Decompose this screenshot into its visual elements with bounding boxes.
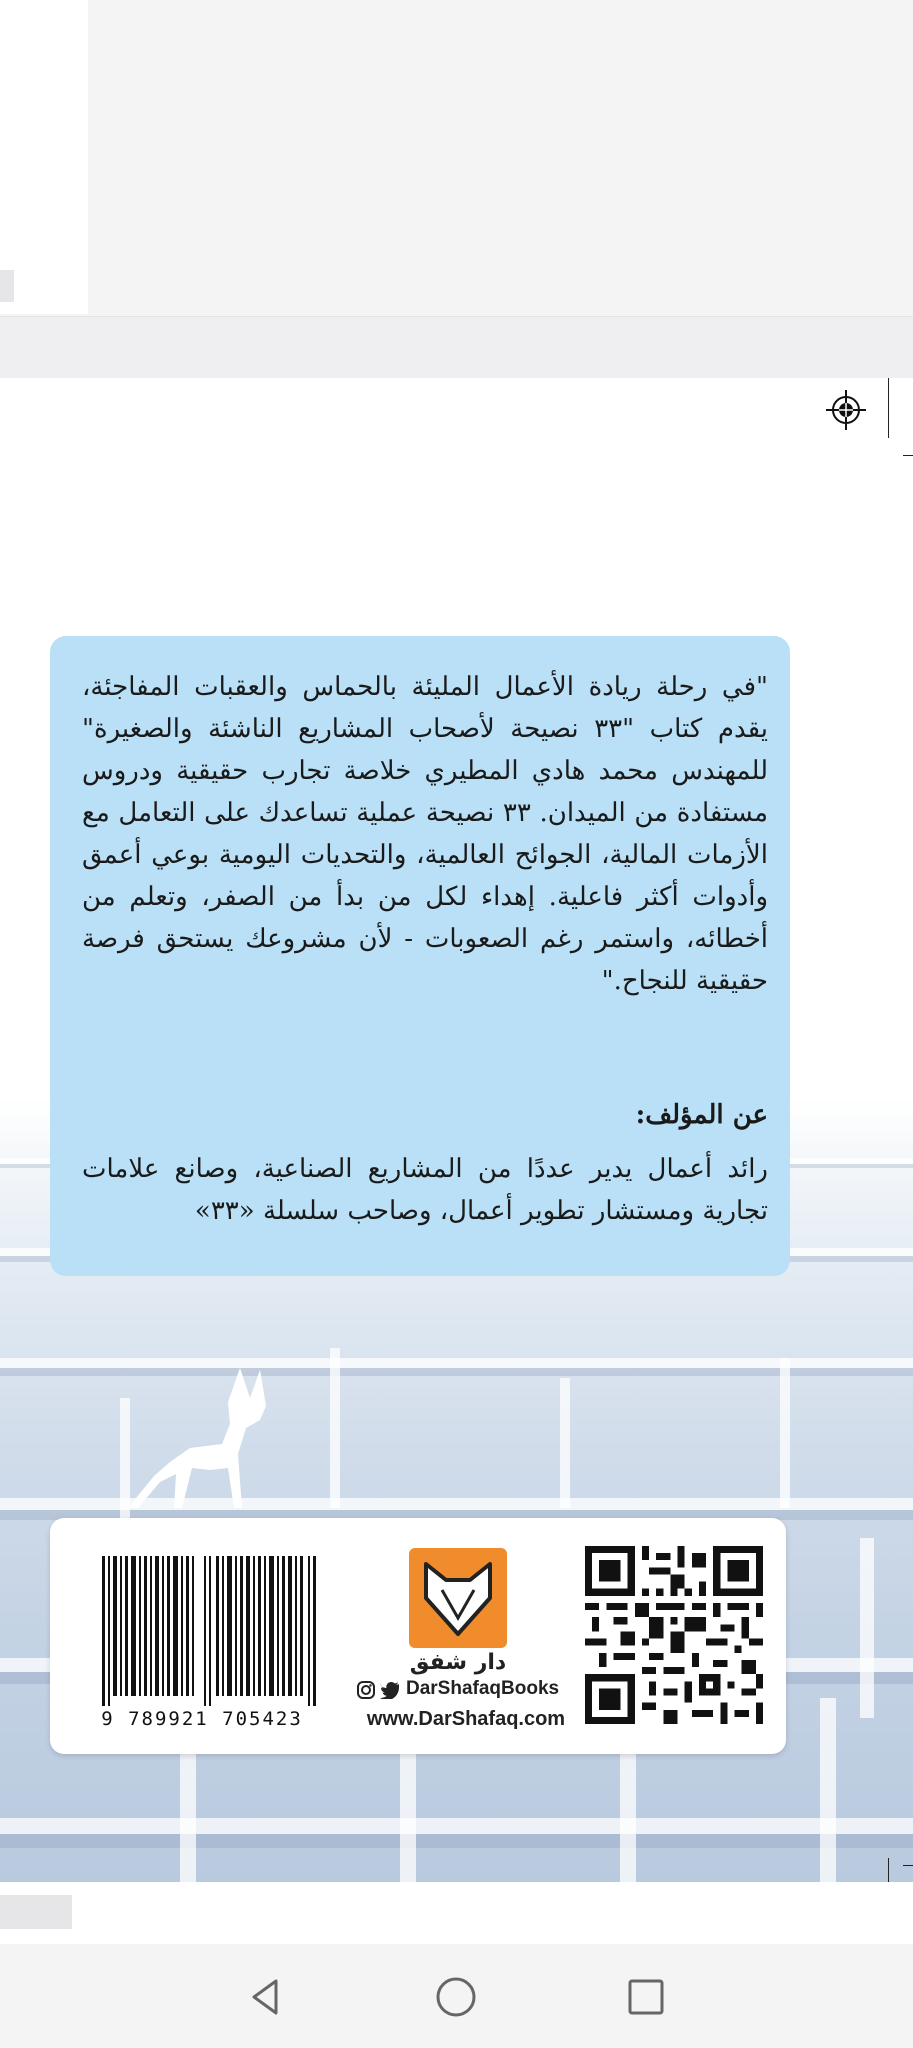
social-handle-text: DarShafaqBooks bbox=[406, 1678, 560, 1699]
publisher-website[interactable]: www.DarShafaq.com bbox=[366, 1708, 566, 1730]
back-triangle-icon[interactable] bbox=[244, 1975, 288, 2019]
crop-mark bbox=[903, 1865, 913, 1866]
page-divider bbox=[0, 316, 913, 380]
crosshair-registration-mark-icon bbox=[826, 390, 866, 430]
home-circle-icon[interactable] bbox=[434, 1975, 478, 2019]
twitter-icon bbox=[380, 1681, 400, 1699]
about-author-text: رائد أعمال يدير عددًا من المشاريع الصناعية، وصانع علامات تجارية ومستشار تطوير أعمال، وصاحب سلسلة «٣٣» bbox=[82, 1154, 768, 1226]
qr-code bbox=[585, 1546, 763, 1724]
previous-page-edge bbox=[0, 0, 88, 314]
crop-mark bbox=[903, 455, 913, 456]
book-back-cover-page[interactable] bbox=[0, 378, 913, 1943]
recents-square-icon[interactable] bbox=[624, 1975, 668, 2019]
isbn-number: 9 789921 705423 bbox=[101, 1708, 303, 1730]
publisher-name: دار شفق bbox=[409, 1650, 507, 1675]
crop-mark bbox=[888, 378, 889, 438]
fox-silhouette-illustration bbox=[110, 1358, 300, 1528]
previous-page-fragment bbox=[0, 270, 14, 302]
instagram-icon bbox=[356, 1680, 376, 1700]
fox-logo-icon bbox=[420, 1558, 496, 1638]
next-page-edge bbox=[0, 1882, 913, 1944]
about-author-heading: عن المؤلف: bbox=[635, 1100, 768, 1130]
previous-page-area bbox=[0, 0, 913, 314]
isbn-barcode bbox=[100, 1556, 320, 1706]
social-handle-row bbox=[356, 1678, 576, 1704]
book-blurb-text: "في رحلة ريادة الأعمال المليئة بالحماس والعقبات المفاجئة، يقدم كتاب "٣٣ نصيحة لأصحاب المشاريع الناشئة والصغيرة" للمهندس محمد هادي المطيري خلاصة تجارب حقيقية ودروس مستفادة من الميدان. ٣٣ نصيحة عملية تساعدك على التعامل مع الأزمات المالية، الجوائح العالمية، والتحديات اليومية بوعي أعمق وأدوات أكثر فاعلية. إهداء لكل من بدأ من الصفر، وتعلم من أخطائه، واستمر رغم الصعوبات - لأن مشروعك يستحق فرصة حقيقية للنجاح." bbox=[82, 672, 769, 996]
next-page-fragment bbox=[0, 1895, 72, 1929]
